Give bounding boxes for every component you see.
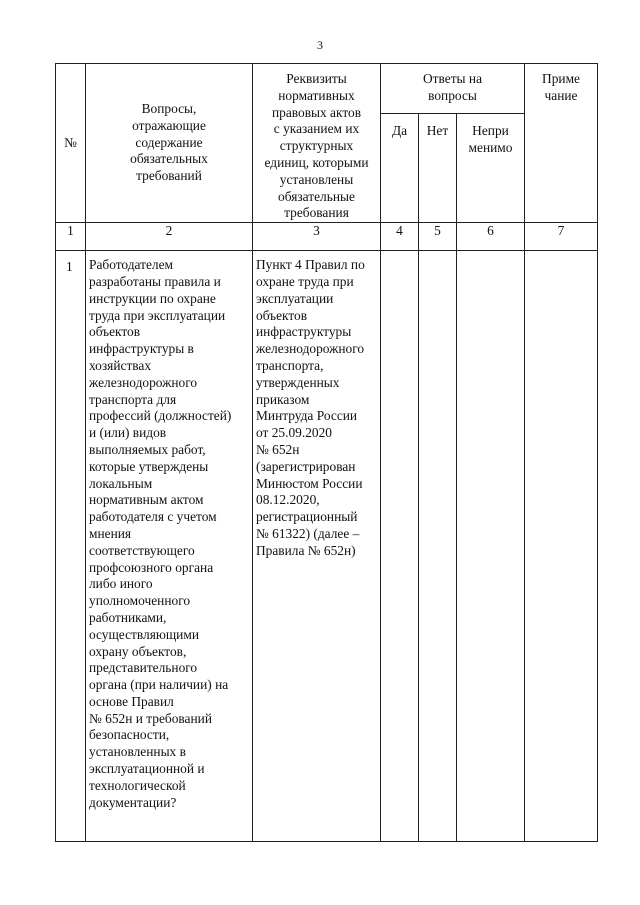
column-number: 5 xyxy=(419,223,457,251)
column-number: 1 xyxy=(56,223,86,251)
header-answers: Ответы на вопросы xyxy=(381,64,525,114)
table-row xyxy=(56,251,598,842)
page-number: 3 xyxy=(317,38,323,52)
column-number: 4 xyxy=(381,223,419,251)
row-number: 1 xyxy=(56,251,86,842)
row-answer-no-cell[interactable] xyxy=(419,251,457,842)
column-number: 3 xyxy=(253,223,381,251)
checklist-table xyxy=(55,63,598,842)
header-answer-no: Нет xyxy=(419,114,457,223)
header-number: № xyxy=(56,64,86,223)
row-answer-yes-cell[interactable] xyxy=(381,251,419,842)
header-requisites: Реквизиты нормативных правовых актов с указанием их структурных единиц, которыми установлены обязательные требования xyxy=(253,64,381,223)
row-requisites: Пункт 4 Правил по охране труда при эксплуатации объектов инфраструктуры железнодорожного транспорта, утвержденных приказом Минтруда России от 25.09.2020 № 652н (зарегистрирован Минюстом России 08.12.2020, регистрационный № 61322) (далее – Правила № 652н) xyxy=(253,251,381,842)
header-row-top xyxy=(56,64,598,114)
column-number: 6 xyxy=(457,223,525,251)
header-answer-not-applicable: Непри менимо xyxy=(457,114,525,223)
row-question: Работодателем разработаны правила и инструкции по охране труда при эксплуатации объектов инфраструктуры в хозяйствах железнодорожного транспорта для профессий (должностей) и (или) видов выполняемых работ, которые утверждены локальным нормативным актом работодателя с учетом мнения соответствующего профсоюзного органа либо иного уполномоченного работниками, осуществляющими охрану объектов, представительного органа (при наличии) на основе Правил № 652н и требований безопасности, установленных в эксплуатационной и технологической документации? xyxy=(86,251,253,842)
column-numbers-row xyxy=(56,223,598,251)
header-remark: Приме чание xyxy=(525,64,598,223)
row-answer-not-applicable-cell[interactable] xyxy=(457,251,525,842)
header-questions: Вопросы, отражающие содержание обязательных требований xyxy=(86,64,253,223)
header-answer-yes: Да xyxy=(381,114,419,223)
column-number: 7 xyxy=(525,223,598,251)
column-number: 2 xyxy=(86,223,253,251)
row-remark-cell[interactable] xyxy=(525,251,598,842)
